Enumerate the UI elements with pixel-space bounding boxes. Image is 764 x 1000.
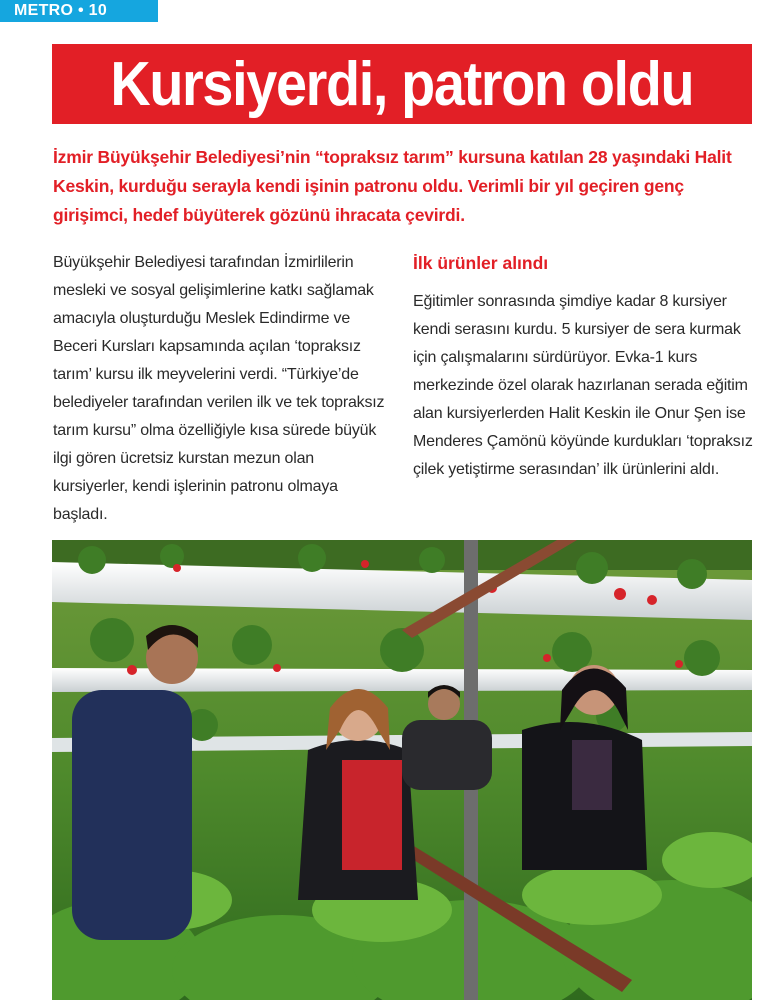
greenhouse-photo — [52, 540, 752, 1000]
headline: Kursiyerdi, patron oldu — [110, 49, 694, 119]
headline-bar — [52, 44, 752, 124]
lead-paragraph: İzmir Büyükşehir Belediyesi’nin “topraksız tarım” kursuna katılan 28 yaşındaki Halit Keskin, kurduğu serayla kendi işinin patronu oldu. Verimli bir yıl geçiren genç girişimci, hedef büyüterek gözünü ihracata çevirdi. — [53, 147, 732, 225]
body-column-right: Eğitimler sonrasında şimdiye kadar 8 kursiyer kendi serasını kurdu. 5 kursiyer de sera kurmak için çalışmalarını sürdürüyor. Evka-1 kurs merkezinde özel olarak hazırlanan serada eğitim alan kursiyerlerden Halit Keskin ile Onur Şen ise Menderes Çamönü köyünde kurdukları ‘topraksız çilek yetiştirme serasından’ ilk ürünlerini aldı. — [413, 293, 753, 478]
subheading: İlk ürünler alındı — [413, 253, 549, 273]
section-label: METRO • 10 — [0, 0, 158, 22]
body-column-left: Büyükşehir Belediyesi tarafından İzmirlilerin mesleki ve sosyal gelişimlerine katkı sağlamak amacıyla oluşturduğu Meslek Edindirme ve Beceri Kursları kapsamında açılan ‘topraksız tarım’ kursu ilk meyvelerini verdi. “Türkiye’de belediyeler tarafından verilen ilk ve tek topraksız tarım kursu” olma özelliğiyle kısa sürede büyük ilgi gören ücretsiz kurstan mezun olan kursiyerler, kendi işlerinin patronu olmaya başladı. — [53, 254, 385, 523]
